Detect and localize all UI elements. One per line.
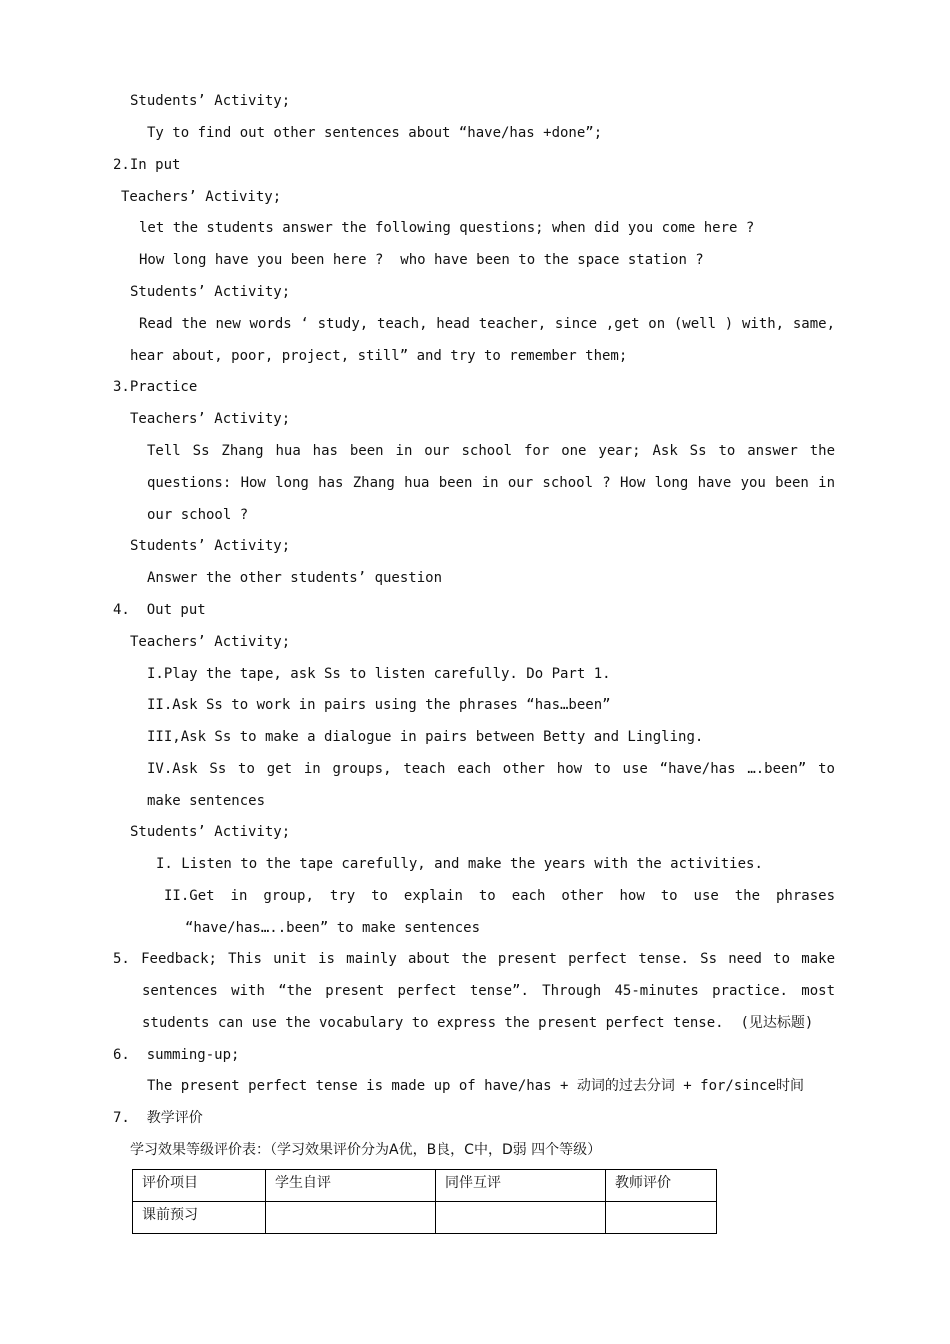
students-activity-heading: Students’ Activity; bbox=[130, 538, 291, 554]
section-heading-practice: 3.Practice bbox=[113, 379, 198, 395]
section-heading-feedback: 5. Feedback; This unit is mainly about the present perfect tense. Ss need to make bbox=[113, 951, 835, 967]
text-line: IV.Ask Ss to get in groups, teach each other how to use “have/has ….been” to bbox=[147, 761, 835, 777]
text-line: II.Get in group, try to explain to each other how to use the phrases bbox=[164, 888, 835, 904]
text-line: let the students answer the following questions; when did you come here ? bbox=[139, 220, 755, 236]
table-header-cell: 学生自评 bbox=[266, 1170, 436, 1202]
text-line: hear about, poor, project, still” and try to remember them; bbox=[130, 348, 628, 364]
text-line: Ty to find out other sentences about “have/has +done”; bbox=[147, 125, 603, 141]
text-line: II.Ask Ss to work in pairs using the phrases “has…been” bbox=[147, 697, 611, 713]
table-cell bbox=[436, 1202, 606, 1234]
text-line: The present perfect tense is made up of have/has + 动词的过去分词 + for/since时间 bbox=[147, 1078, 805, 1094]
teachers-activity-heading: Teachers’ Activity; bbox=[130, 411, 291, 427]
text-line: Tell Ss Zhang hua has been in our school for one year; Ask Ss to answer the bbox=[147, 443, 835, 459]
text-line: sentences with “the present perfect tense”. Through 45-minutes practice. most bbox=[142, 983, 835, 999]
students-activity-heading: Students’ Activity; bbox=[130, 824, 291, 840]
text-line: make sentences bbox=[147, 793, 266, 809]
text-line: questions: How long has Zhang hua been in our school ? How long have you been in bbox=[147, 475, 835, 491]
text-line: Read the new words ‘ study, teach, head teacher, since ,get on (well ) with, same, bbox=[139, 316, 835, 332]
text-line: Answer the other students’ question bbox=[147, 570, 443, 586]
table-cell: 课前预习 bbox=[133, 1202, 266, 1234]
section-heading-output: 4. Out put bbox=[113, 602, 206, 618]
table-cell bbox=[606, 1202, 717, 1234]
evaluation-table bbox=[132, 1169, 717, 1234]
text-line: our school ? bbox=[147, 507, 249, 523]
section-heading-input: 2.In put bbox=[113, 157, 181, 173]
text-line: “have/has…..been” to make sentences bbox=[185, 920, 481, 936]
teachers-activity-heading: Teachers’ Activity; bbox=[130, 634, 291, 650]
students-activity-heading: Students’ Activity; bbox=[130, 93, 291, 109]
text-line: students can use the vocabulary to express the present perfect tense. (见达标题) bbox=[142, 1015, 814, 1031]
table-cell bbox=[266, 1202, 436, 1234]
evaluation-table-caption: 学习效果等级评价表：（学习效果评价分为A优，B良，C中，D弱 四个等级） bbox=[130, 1142, 602, 1158]
text-line: I. Listen to the tape carefully, and make the years with the activities. bbox=[156, 856, 763, 872]
section-heading-evaluation: 7. 教学评价 bbox=[113, 1110, 203, 1126]
students-activity-heading: Students’ Activity; bbox=[130, 284, 291, 300]
teachers-activity-heading: Teachers’ Activity; bbox=[121, 189, 282, 205]
table-header-row bbox=[133, 1170, 717, 1202]
table-header-cell: 同伴互评 bbox=[436, 1170, 606, 1202]
table-header-cell: 教师评价 bbox=[606, 1170, 717, 1202]
section-heading-summing-up: 6. summing-up; bbox=[113, 1047, 240, 1063]
text-line: How long have you been here ? who have been to the space station ? bbox=[139, 252, 704, 268]
table-header-cell: 评价项目 bbox=[133, 1170, 266, 1202]
text-line: I.Play the tape, ask Ss to listen carefully. Do Part 1. bbox=[147, 666, 611, 682]
text-line: III,Ask Ss to make a dialogue in pairs between Betty and Lingling. bbox=[147, 729, 704, 745]
table-row bbox=[133, 1202, 717, 1234]
